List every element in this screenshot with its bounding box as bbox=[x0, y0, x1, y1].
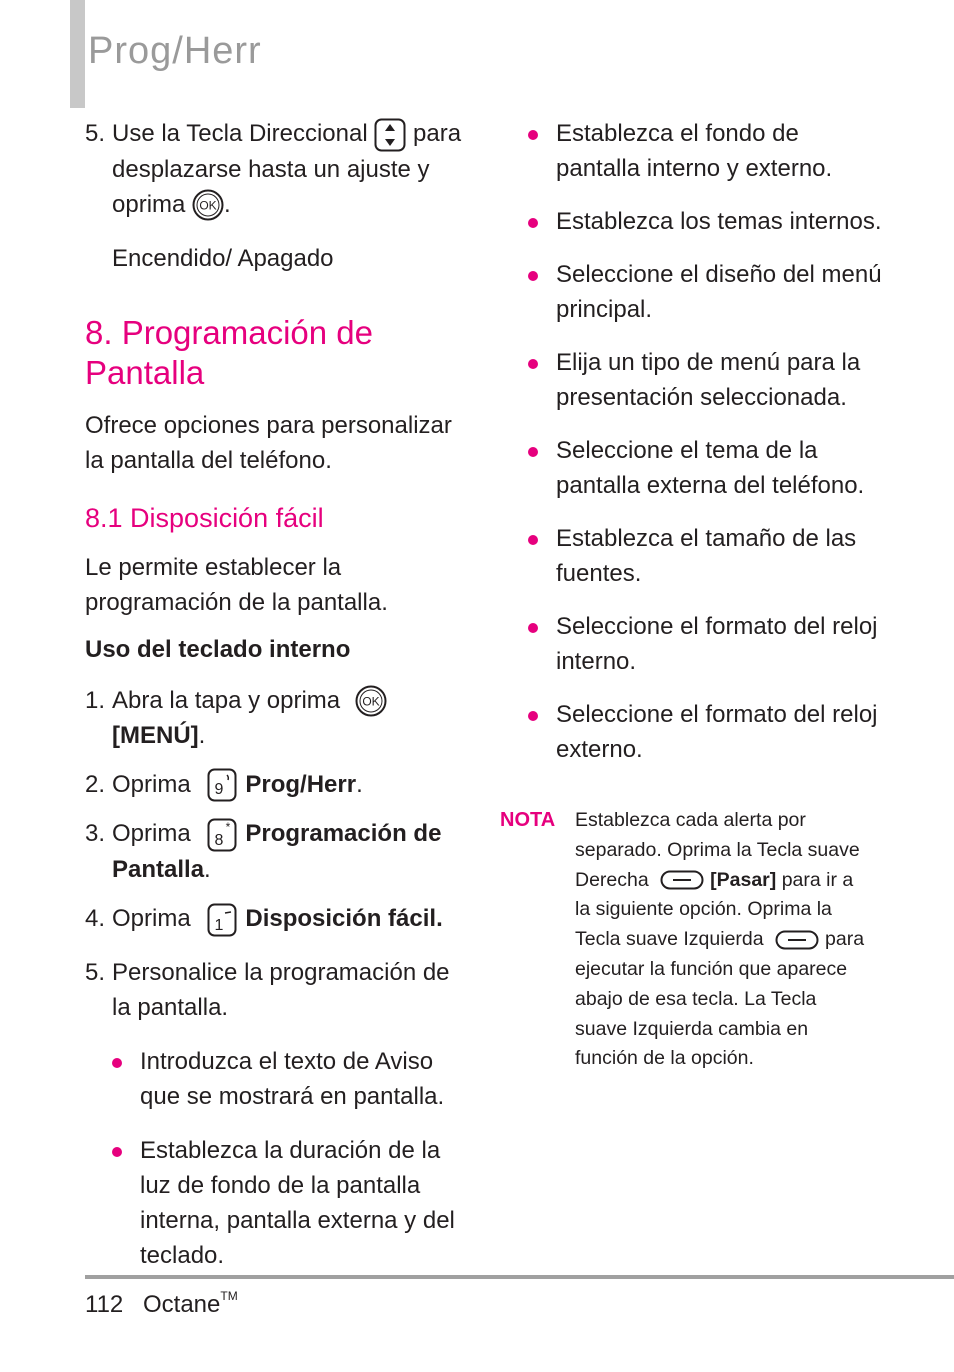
right-soft-key-icon bbox=[660, 870, 704, 890]
bullet-icon bbox=[528, 218, 538, 228]
footer-rule bbox=[85, 1275, 954, 1279]
bullet-icon bbox=[528, 359, 538, 369]
list-item: Establezca los temas internos. bbox=[528, 204, 888, 239]
left-soft-key-icon bbox=[775, 930, 819, 950]
top-step: 5. Use la Tecla Direccional para desplazarse hasta un ajuste y oprima OK . Encendido/ Apagado bbox=[85, 116, 465, 276]
left-column bbox=[85, 116, 465, 1273]
list-item: Establezca la duración de la luz de fondo de la pantalla interna, pantalla externa y del teclado. bbox=[112, 1133, 465, 1273]
list-item: Seleccione el tema de la pantalla externa del teléfono. bbox=[528, 433, 888, 503]
header-bar bbox=[70, 0, 85, 108]
step-5: 5. Personalice la programación de la pantalla. bbox=[85, 958, 450, 1021]
list-item: Seleccione el formato del reloj interno. bbox=[528, 609, 888, 679]
ok-key-icon bbox=[355, 685, 387, 717]
step-2: 2. Oprima 9 Prog/Herr. bbox=[85, 767, 465, 803]
subsection-heading: 8.1 Disposición fácil bbox=[85, 502, 324, 533]
right-column bbox=[528, 116, 888, 767]
svg-text:OK: OK bbox=[199, 198, 217, 213]
ok-key-icon bbox=[192, 189, 224, 221]
key-8-icon bbox=[207, 818, 237, 852]
left-bullet-list bbox=[112, 1044, 465, 1273]
svg-text:8: 8 bbox=[214, 831, 224, 849]
key-9-icon bbox=[207, 768, 237, 802]
step-1: 1. Abra la tapa y oprima OK [MENÚ]. bbox=[85, 683, 465, 753]
page-title: Prog/Herr bbox=[88, 30, 262, 72]
bullet-icon bbox=[528, 623, 538, 633]
section-heading: 8. Programación de Pantalla bbox=[85, 313, 373, 391]
note-label: NOTA bbox=[500, 809, 556, 831]
trademark-mark: TM bbox=[220, 1289, 238, 1303]
list-item: Introduzca el texto de Aviso que se mostrará en pantalla. bbox=[112, 1044, 465, 1114]
step-4: 4. Oprima 1 Disposición fácil. bbox=[85, 901, 465, 937]
svg-text:*: * bbox=[226, 819, 231, 834]
bullet-icon bbox=[528, 130, 538, 140]
bullet-icon bbox=[528, 535, 538, 545]
key-1-icon bbox=[207, 903, 237, 937]
note-box bbox=[500, 806, 870, 1074]
list-item: Establezca el fondo de pantalla interno y externo. bbox=[528, 116, 888, 186]
on-off-option: Encendido/ Apagado bbox=[112, 244, 334, 272]
list-item: Elija un tipo de menú para la presentación seleccionada. bbox=[528, 345, 888, 415]
list-item: Seleccione el diseño del menú principal. bbox=[528, 257, 888, 327]
bullet-icon bbox=[112, 1058, 122, 1068]
page-number: 112 bbox=[85, 1291, 124, 1318]
bullet-icon bbox=[112, 1147, 122, 1157]
nav-key-icon bbox=[374, 118, 406, 152]
bullet-icon bbox=[528, 711, 538, 721]
subsection-intro: Le permite establecer la programación de la pantalla. bbox=[85, 553, 388, 616]
section-intro: Ofrece opciones para personalizar la pantalla del teléfono. bbox=[85, 411, 452, 474]
bullet-icon bbox=[528, 271, 538, 281]
footer-brand: Octane™ bbox=[143, 1289, 238, 1318]
step-3: 3. Oprima 8 * Programación de Pantalla. bbox=[85, 819, 442, 883]
list-item: Establezca el tamaño de las fuentes. bbox=[528, 521, 888, 591]
svg-text:1: 1 bbox=[214, 916, 224, 934]
svg-text:OK: OK bbox=[362, 694, 380, 709]
list-item: Seleccione el formato del reloj externo. bbox=[528, 697, 888, 767]
note-body: Establezca cada alerta por separado. Oprima la Tecla suave Derecha [Pasar] para ir a la siguiente opción. Oprima la Tecla suave Izquierda para ejecutar la función que aparece abajo de esa tecla. La Tecla suave Izquierda cambia en función de la opción. bbox=[575, 809, 865, 1070]
svg-text:9: 9 bbox=[214, 781, 224, 799]
bullet-icon bbox=[528, 447, 538, 457]
keypad-heading: Uso del teclado interno bbox=[85, 635, 351, 663]
